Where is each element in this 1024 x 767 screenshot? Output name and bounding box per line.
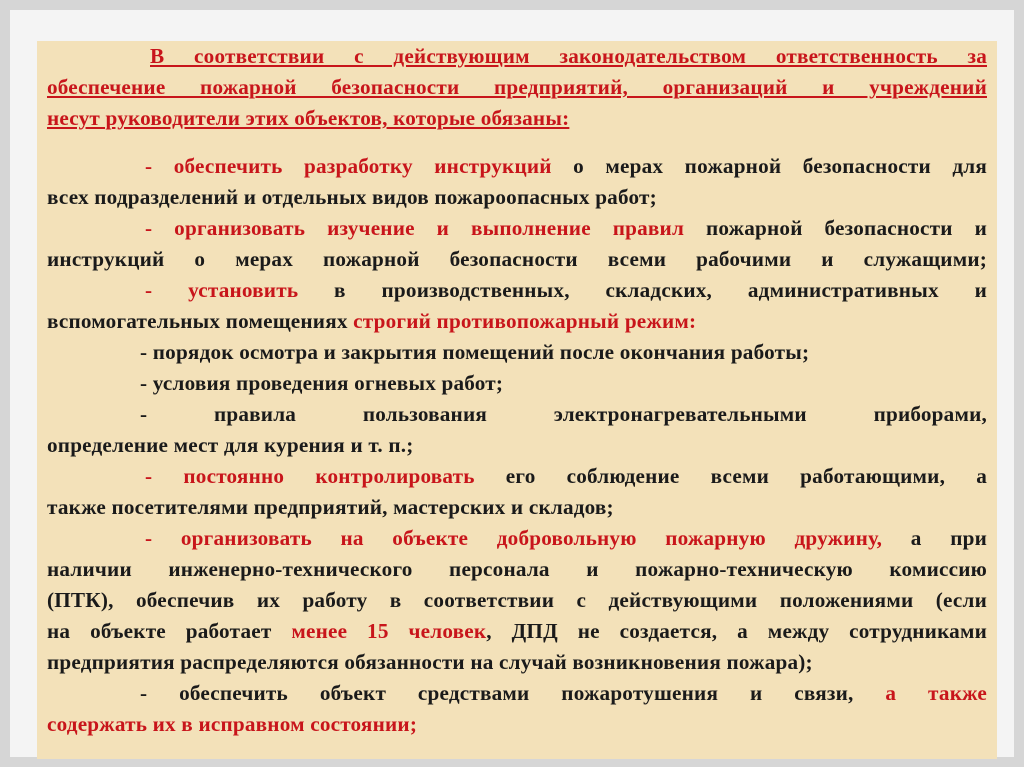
subitem-2: - условия проведения огневых работ; — [140, 371, 504, 395]
heading-line-1: В соответствии с действующим законодательством ответственность за — [150, 44, 987, 68]
item-5-highlight-2: менее 15 человек — [291, 619, 487, 643]
subitem-3-line-1: - правила пользования электронагревательными приборами, — [140, 402, 987, 426]
item-2-highlight: - организовать изучение и выполнение правил — [145, 216, 685, 240]
item-1-line-1 — [47, 151, 987, 182]
slide-content — [37, 41, 997, 759]
item-3-text-2: вспомогательных помещениях — [47, 309, 354, 333]
item-3-text: в производственных, складских, административных и — [298, 278, 987, 302]
item-6-text: - обеспечить объект средствами пожаротушения и связи, — [140, 681, 886, 705]
spacer — [47, 134, 987, 151]
slide-frame — [10, 10, 1014, 757]
item-5-highlight: - организовать на объекте добровольную пожарную дружину, — [145, 526, 883, 550]
item-5-line-5: предприятия распределяются обязанности на случай возникновения пожара); — [47, 650, 813, 674]
item-2-line-2: инструкций о мерах пожарной безопасности всеми рабочими и служащими; — [47, 247, 987, 271]
heading-line-2: обеспечение пожарной безопасности предприятий, организаций и учреждений — [47, 75, 987, 99]
item-5-text-4b: , ДПД не создается, а между сотрудниками — [486, 619, 987, 643]
item-3-line-1 — [47, 275, 987, 306]
item-4-text: его соблюдение всеми работающими, а — [474, 464, 987, 488]
item-2-text: пожарной безопасности и — [684, 216, 988, 240]
item-5-text-4a: на объекте работает — [47, 619, 292, 643]
item-4-highlight: - постоянно контролировать — [145, 464, 475, 488]
item-5-line-2: наличии инженерно-технического персонала и пожарно-техническую комиссию — [47, 557, 987, 581]
item-6-line-2: содержать их в исправном состоянии; — [47, 712, 418, 736]
item-5-line-4 — [47, 616, 987, 647]
item-6-line-1 — [47, 678, 987, 709]
item-4-line-2: также посетителями предприятий, мастерских и складов; — [47, 495, 614, 519]
item-2-line-1 — [47, 213, 987, 244]
subitem-1: - порядок осмотра и закрытия помещений после окончания работы; — [140, 340, 810, 364]
item-6-highlight: а также — [885, 681, 987, 705]
item-5-line-1 — [47, 523, 987, 554]
item-1-line-2: всех подразделений и отдельных видов пожароопасных работ; — [47, 185, 657, 209]
subitem-3-line-2: определение мест для курения и т. п.; — [47, 433, 414, 457]
item-5-line-3: (ПТК), обеспечив их работу в соответствии с действующими положениями (если — [47, 588, 987, 612]
item-3-line-2 — [47, 306, 987, 337]
item-1-text: о мерах пожарной безопасности для — [551, 154, 987, 178]
item-5-text: а при — [882, 526, 988, 550]
item-3-highlight-2: строгий противопожарный режим: — [353, 309, 697, 333]
item-1-highlight: - обеспечить разработку инструкций — [145, 154, 552, 178]
item-3-highlight: - установить — [145, 278, 299, 302]
heading-line-3: несут руководители этих объектов, которые обязаны: — [47, 106, 570, 130]
item-4-line-1 — [47, 461, 987, 492]
